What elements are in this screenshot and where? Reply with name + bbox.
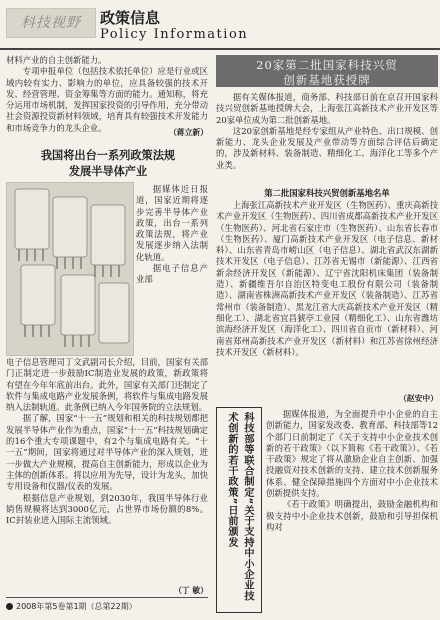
article4-body <box>266 409 438 533</box>
article2-paragraph: 根据信息产业规划，到2030年，我国半导体行业销售规模将达到3000亿元，占世界市场份额的8%。IC封装业进入国际主流领域。 <box>6 492 208 526</box>
footer-divider <box>6 597 208 598</box>
article1-author: （蒋立新） <box>169 128 208 137</box>
column-title-english: Policy Information <box>100 27 249 42</box>
article1-paragraph: 专项申报单位（包括技术依托单位）应是行业或区域内较有实力、影响力的单位，应具备较强的技术开发、经营管理、资金筹集等方面的能力。通知称，将充分运用市场机制，发挥国家投资的引导作用，充分带动社会资源投资新材料领域，培育具有较强技术开发能力和市场竞争力的龙头企业。 <box>6 66 208 133</box>
masthead <box>0 0 440 52</box>
article3-author: （赵安中） <box>399 394 438 403</box>
article3-paragraph: 据有关媒体报道，商务部、科技部日前在京召开国家科技兴贸创新基地授牌大会，上海张江高新技术产业开发区等20家单位成为第二批创新基地。 <box>216 92 438 125</box>
article3-title-line1: 20家第二批国家科技兴贸 <box>256 58 398 72</box>
column-title-chinese: 政策信息 <box>100 9 161 27</box>
article2-paragraph: 据了解，国家“十一五”规划和相关的科技规划都把发展半导体产业作为重点，国家“十一五”科技规划确定的16个重大专项课题中，有2个与集成电路有关。“十一五”期间，国家将通过对半导体产业的深入规划，进一步做大产业规模，提高自主创新能力，形成以企业为主体的创新体系。将以应用为先导，设计为龙头，加快专用设备和仪器/仪表的发展。 <box>6 413 208 492</box>
article2-title-line1: 我国将出台一系列政策法规 <box>40 149 176 162</box>
article1-paragraph: 材料产业的自主创新能力。 <box>6 55 107 65</box>
article2-body <box>6 357 208 526</box>
article2-title-line2: 发展半导体产业 <box>68 165 148 178</box>
article3-subheading: 第二批国家科技兴贸创新基地名单 <box>264 188 390 198</box>
semiconductor-chip-photo <box>6 182 134 356</box>
article3-title-line2: 创新基地获授牌 <box>283 73 371 87</box>
article2-paragraph: 据媒体近日报道，国家近期将逐步完善半导体产业政策，出台一系列政策法规，将产业发展逐步纳入法制化轨道。 <box>136 184 208 262</box>
article3-body <box>216 92 438 171</box>
article2-author: （丁 敏） <box>174 586 208 595</box>
article3-paragraph: 这20家创新基地是经专家组从产业特色、出口规模、创新能力、龙头企业发展及产业带动等方面综合评估后确定的，涉及新材料、装备制造、精细化工、海洋化工等多个产业类。 <box>216 125 438 170</box>
masthead-divider <box>0 48 440 50</box>
article1-continued-text <box>6 55 208 134</box>
article2-paragraph: 据电子信息产业部 <box>136 263 208 285</box>
footer-bullet-icon <box>6 603 13 610</box>
article2-title <box>10 148 206 180</box>
article4-paragraph: 《若干政策》明确提出，鼓励金融机构和极支持中小企业技术创新，鼓励和引导担保机构对 <box>266 499 438 532</box>
footer-issue-info: 2008年第5卷第1期（总第22期） <box>16 602 137 611</box>
article4-paragraph: 据媒体报道，为全面提升中小企业的自主创新能力，国家发改委、教育部、科技部等12个部门日前制定了《关于支持中小企业技术创新的若干政策》（以下简称《若干政策》）。《若干政策》规定了将从激励企业自主创新、加强投融资对技术创新的支持、建立技术创新服务体系、健全保障措施四个方面对中小企业技术创新提供支持。 <box>266 409 438 499</box>
article2-wrapped-text <box>136 184 208 286</box>
article3-list-text: 上海张江高新技术产业开发区（生物医药）、重庆高新技术产业开发区（生物医药）、四川省成都高新技术产业开发区（生物医药）、河北省石家庄市（生物医药）、山东省长春市（生物医药）、厦门高新技术产业开发区（电子信息、新材料）、山东省青岛市崂山区（电子信息）、湖北省武汉东湖新技术开发区（电子信息）、江苏省无锡市（新能源）、江西省新余经济开发区（新能源）、辽宁省沈阳机床集团（装备制造）、新疆维吾尔自治区特变电工股份有限公司（装备制造）、湖南省株洲高新技术产业开发区（装备制造）、江苏省常州市（装备制造）、黑龙江省大庆高新技术产业开发区（精细化工）、湖北省宜昌猇亭工业园（精细化工）、山东省潍坊滨海经济开发区（海洋化工）、四川省自贡市（新材料）、河南省郑州高新技术产业开发区（新材料）和江苏省徐州经济技术开发区（新材料）。 <box>216 200 438 357</box>
article3-banner <box>216 55 438 87</box>
brand-logo: 科技视野 <box>6 8 96 38</box>
article4-vertical-title-box <box>216 407 262 613</box>
article2-paragraph: 电子信息管理司丁文武副司长介绍，目前，国家有关部门正制定进一步鼓励IC制造业发展的政策，新政策将有望在今年年底前出台。此外，国家有关部门还制定了软件与集成电路产业发展条例，将软件与集成电路发展纳入法制轨道。此条例已纳入今年国务院的立法规划。 <box>6 357 208 413</box>
article3-base-list <box>216 200 438 358</box>
article4-title: 科技部等联合制定“关于支持中小企业技术创新的若干政策”日前颁发 <box>226 412 253 602</box>
